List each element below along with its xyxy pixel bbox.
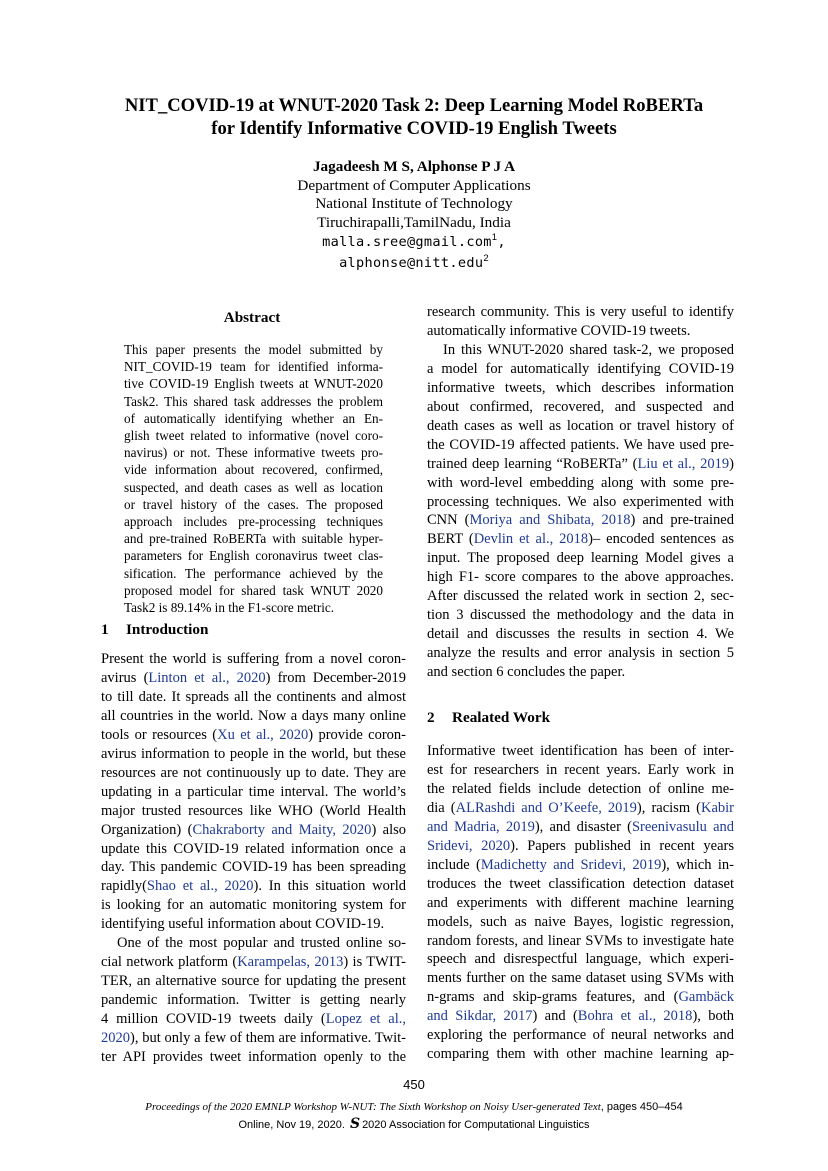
text-span: est for researchers in recent years. Early work in bbox=[427, 761, 734, 778]
text-span: n-grams and skip-grams features, and ( bbox=[427, 989, 679, 1006]
text-line bbox=[427, 913, 734, 932]
text-line bbox=[427, 663, 734, 682]
text-span: the related fields include detection of online me- bbox=[427, 780, 734, 797]
text-span: ), racism ( bbox=[636, 799, 701, 816]
text-line bbox=[427, 932, 734, 951]
text-span: models, such as naive Bayes, logistic regression, bbox=[427, 913, 734, 930]
text-span: include ( bbox=[427, 856, 481, 873]
text-span: BERT ( bbox=[427, 531, 474, 548]
text-span: research community. This is very useful to identify bbox=[427, 304, 734, 320]
citation-link[interactable]: and Sikdar, 2017 bbox=[427, 1008, 533, 1025]
text-line bbox=[427, 322, 734, 341]
section-1-number: 1 bbox=[101, 621, 109, 638]
text-line bbox=[427, 530, 734, 549]
text-span: ), and disaster ( bbox=[534, 818, 632, 835]
text-span: random forests, and linear SVMs to investigate hate bbox=[427, 932, 734, 949]
citation-link[interactable]: Madichetty and Sridevi, 2019 bbox=[480, 856, 662, 873]
citation-link[interactable]: 2020 bbox=[101, 1030, 130, 1047]
text-span: tools or resources ( bbox=[101, 726, 218, 743]
text-line bbox=[427, 587, 734, 606]
author-block bbox=[160, 158, 668, 273]
text-span: processing techniques. We also experimented with bbox=[427, 493, 734, 510]
text-span: with word-level embedding along with some pre- bbox=[427, 474, 734, 491]
text-line bbox=[101, 802, 406, 821]
text-span: One of the most popular and trusted online so- bbox=[117, 935, 406, 952]
text-line bbox=[101, 726, 406, 745]
author-email-2[interactable]: alphonse@nitt.edu bbox=[339, 254, 484, 271]
text-line bbox=[101, 707, 406, 726]
text-span: updating in a particular time interval. The world’s bbox=[101, 783, 406, 800]
text-line bbox=[101, 783, 406, 802]
text-span: ter API provides tweet information openly to the bbox=[101, 1049, 406, 1066]
text-line bbox=[427, 780, 734, 799]
text-line bbox=[427, 398, 734, 417]
title-line-2: for Identify Informative COVID-19 English Tweets bbox=[211, 118, 617, 139]
text-line bbox=[101, 840, 406, 859]
text-span: After discussed the related work in section 2, sec- bbox=[427, 588, 734, 605]
text-span: ) is TWIT- bbox=[343, 954, 407, 971]
abstract-line: navirus) or not. These informative tweets pro- bbox=[124, 445, 383, 461]
text-line bbox=[427, 1007, 734, 1026]
text-line bbox=[427, 875, 734, 894]
citation-link[interactable]: Shao et al., 2020 bbox=[146, 878, 254, 895]
abstract-line: This paper presents the model submitted by bbox=[124, 342, 383, 357]
email-2-marker: 2 bbox=[483, 252, 489, 264]
citation-link[interactable]: Lopez et al., bbox=[325, 1011, 406, 1028]
text-span: ) and pre-trained bbox=[630, 512, 734, 529]
section-1-heading bbox=[101, 620, 208, 639]
text-span: exploring the performance of neural networks and bbox=[427, 1027, 734, 1044]
abstract-line: approach includes pre-processing techniques bbox=[124, 514, 383, 530]
text-line bbox=[427, 625, 734, 644]
text-span: day. This pandemic COVID-19 has been spreading bbox=[101, 859, 406, 876]
citation-link[interactable]: Karampelas, 2013 bbox=[237, 954, 344, 971]
citation-link[interactable]: Bohra et al., 2018 bbox=[577, 1008, 693, 1025]
text-span: TER, an alternative source for updating the present bbox=[101, 973, 406, 990]
text-span: ) bbox=[729, 455, 734, 472]
text-line bbox=[101, 1029, 406, 1048]
text-line bbox=[427, 1045, 734, 1064]
text-line bbox=[101, 953, 406, 972]
email-1-marker: 1 bbox=[491, 232, 498, 244]
text-line bbox=[101, 669, 406, 688]
text-span: resources are not continuously up to date. They are bbox=[101, 764, 406, 781]
text-line bbox=[427, 511, 734, 530]
citation-link[interactable]: Xu et al., 2020 bbox=[217, 726, 309, 743]
text-line bbox=[427, 950, 734, 969]
citation-link[interactable]: Moriya and Shibata, 2018 bbox=[469, 512, 631, 529]
text-span: comparing them with other machine learning ap- bbox=[427, 1046, 734, 1063]
text-span: ) and ( bbox=[532, 1008, 578, 1025]
text-line bbox=[101, 858, 406, 877]
text-span: speech and disrespectful language, which experi- bbox=[427, 951, 734, 968]
text-span: ) from December-2019 bbox=[265, 669, 407, 686]
citation-link[interactable]: Sridevi, 2020 bbox=[427, 837, 511, 854]
text-span: all countries in the world. Now a days many online bbox=[101, 707, 406, 724]
text-span: and experiments with different machine learning bbox=[427, 894, 734, 911]
citation-link[interactable]: and Madria, 2019 bbox=[427, 818, 535, 835]
citation-link[interactable]: Linton et al., 2020 bbox=[148, 669, 266, 686]
text-span: trained deep learning “RoBERTa” ( bbox=[427, 455, 638, 472]
citation-link[interactable]: Chakraborty and Maity, 2020 bbox=[192, 821, 372, 838]
text-span: a model for automatically identifying COVID-19 bbox=[427, 360, 734, 377]
author-email-1-line bbox=[160, 232, 668, 253]
text-line bbox=[427, 856, 734, 875]
text-span: rapidly( bbox=[101, 878, 147, 895]
text-line bbox=[427, 455, 734, 474]
author-email-2-line bbox=[160, 253, 668, 274]
text-line bbox=[101, 1048, 406, 1067]
text-line bbox=[427, 379, 734, 398]
text-span: about confirmed, recovered, and suspected and bbox=[427, 398, 734, 415]
email-1-comma: , bbox=[497, 234, 506, 251]
author-department: Department of Computer Applications bbox=[297, 176, 531, 194]
text-span: In this WNUT-2020 shared task-2, we proposed bbox=[443, 341, 734, 358]
right-column-continuation bbox=[427, 303, 734, 682]
author-names: Jagadeesh M S, Alphonse P J A bbox=[312, 158, 516, 175]
text-span: ments further on the same dataset using SVMs with bbox=[427, 970, 734, 987]
text-line bbox=[101, 650, 406, 669]
text-line bbox=[101, 915, 406, 934]
text-span: tion 3 discussed the methodology and the data in bbox=[427, 607, 734, 624]
footer-proceedings-line bbox=[60, 1099, 768, 1116]
text-line bbox=[427, 417, 734, 436]
text-line bbox=[427, 549, 734, 568]
text-line bbox=[427, 894, 734, 913]
text-span: major trusted resources like WHO (World Health bbox=[101, 802, 406, 819]
text-span: identifying useful information about COVID-19. bbox=[101, 916, 385, 933]
citation-link[interactable]: Devlin et al., 2018 bbox=[473, 531, 589, 548]
text-line bbox=[427, 988, 734, 1007]
text-span: ) provide coron- bbox=[308, 726, 406, 743]
text-span: dia ( bbox=[427, 799, 456, 816]
abstract-line: sification. The performance achieved by the bbox=[124, 565, 383, 581]
text-span: the COVID-19 affected patients. We have used pre- bbox=[427, 436, 734, 453]
text-line bbox=[427, 1026, 734, 1045]
text-span: pandemic information. Twitter is getting nearly bbox=[101, 992, 406, 1009]
section-2-heading bbox=[427, 708, 550, 727]
section-2-number: 2 bbox=[427, 709, 435, 726]
text-line bbox=[101, 877, 406, 896]
text-span: ). Papers published in recent years bbox=[510, 837, 734, 854]
citation-link[interactable]: Liu et al., 2019 bbox=[637, 455, 730, 472]
text-span: troduces the tweet classification detection dataset bbox=[427, 875, 734, 892]
author-location: Tiruchirapalli,TamilNadu, India bbox=[317, 213, 511, 231]
abstract-line: Task2. This shared task addresses the problem bbox=[124, 393, 383, 409]
abstract-line: Task2 is 89.14% in the F1-score metric. bbox=[124, 600, 335, 616]
text-line bbox=[101, 1010, 406, 1029]
text-span: 4 million COVID-19 tweets daily ( bbox=[101, 1011, 326, 1028]
abstract-line: NIT_COVID-19 team for identified informa- bbox=[124, 359, 383, 375]
text-span: CNN ( bbox=[427, 512, 470, 529]
text-line bbox=[427, 303, 734, 322]
text-span: Present the world is suffering from a novel coron- bbox=[101, 651, 406, 667]
text-span: avirus information to people in the world, but these bbox=[101, 745, 406, 762]
text-line bbox=[427, 644, 734, 663]
footer-pages: , pages 450–454 bbox=[600, 1101, 683, 1113]
text-span: informative tweets, which describes information bbox=[427, 379, 734, 396]
text-line bbox=[427, 436, 734, 455]
text-line bbox=[101, 745, 406, 764]
text-line bbox=[427, 742, 734, 761]
author-email-1[interactable]: malla.sree@gmail.com bbox=[322, 234, 492, 251]
text-span: to till date. It spreads all the continents and almost bbox=[101, 688, 406, 705]
abstract-line: and pre-trained RoBERTa with suitable hyper- bbox=[124, 531, 383, 547]
abstract-line: or travel history of the cases. The proposed bbox=[124, 496, 383, 512]
text-line bbox=[101, 688, 406, 707]
text-span: cial network platform ( bbox=[101, 954, 238, 971]
text-line bbox=[427, 969, 734, 988]
text-span: )– encoded sentences as bbox=[588, 531, 734, 548]
text-span: ) also bbox=[371, 821, 407, 838]
text-line bbox=[427, 341, 734, 360]
text-span: ), which in- bbox=[661, 856, 734, 873]
section-1-title: Introduction bbox=[126, 621, 209, 638]
text-line bbox=[427, 474, 734, 493]
text-span: automatically informative COVID-19 tweets. bbox=[427, 322, 691, 339]
abstract-line: tive COVID-19 English tweets at WNUT-2020 bbox=[124, 376, 383, 392]
abstract-line: parameters for English coronavirus tweet clas- bbox=[124, 548, 383, 564]
text-line bbox=[427, 360, 734, 379]
text-span: update this COVID-19 related information once a bbox=[101, 840, 406, 857]
text-span: input. The proposed deep learning Model gives a bbox=[427, 550, 734, 567]
text-line bbox=[101, 991, 406, 1010]
text-span: analyze the results and error analysis in section 5 bbox=[427, 645, 734, 662]
abstract-heading: Abstract bbox=[223, 309, 281, 326]
footer-copyright: 2020 Association for Computational Linguistics bbox=[362, 1118, 590, 1131]
text-line bbox=[101, 934, 406, 953]
text-line bbox=[427, 799, 734, 818]
citation-link[interactable]: Gambäck bbox=[678, 989, 734, 1006]
section-2-title: Realated Work bbox=[452, 709, 551, 726]
text-span: avirus ( bbox=[101, 669, 149, 686]
text-line bbox=[427, 606, 734, 625]
text-line bbox=[427, 568, 734, 587]
text-span: death cases as well as location or travel history of bbox=[427, 417, 734, 434]
copyright-icon: S bbox=[349, 1115, 361, 1132]
footer-copyright-line bbox=[60, 1116, 768, 1134]
text-span: Informative tweet identification has been of inter- bbox=[427, 743, 734, 759]
text-line bbox=[101, 764, 406, 783]
text-line bbox=[427, 818, 734, 837]
abstract-line: glish tweet related to informative (novel coro- bbox=[124, 428, 383, 444]
footer-date: Online, Nov 19, 2020. bbox=[238, 1118, 345, 1131]
text-line bbox=[427, 761, 734, 780]
abstract-line: proposed model for shared task WNUT 2020 bbox=[124, 582, 383, 598]
author-institute: National Institute of Technology bbox=[315, 195, 513, 213]
text-span: ), but only a few of them are informative. Twit- bbox=[130, 1030, 406, 1047]
paper-title bbox=[60, 94, 768, 140]
abstract-line: vide information about recovered, confirmed, bbox=[124, 462, 383, 478]
abstract-line: of automatically identifying whether an En- bbox=[124, 410, 383, 426]
page-number: 450 bbox=[403, 1077, 425, 1092]
title-line-1: NIT_COVID-19 at WNUT-2020 Task 2: Deep Learning Model RoBERTa bbox=[124, 95, 704, 116]
text-span: detail and discusses the results in section 4. We bbox=[427, 626, 734, 643]
related-work-body bbox=[427, 742, 734, 1064]
abstract-body bbox=[124, 341, 383, 616]
text-span: ), both bbox=[692, 1008, 735, 1025]
footer-proceedings: Proceedings of the 2020 EMNLP Workshop W-NUT: The Sixth Workshop on Noisy User-generated Text bbox=[145, 1101, 601, 1113]
text-span: high F1- score compares to the above approaches. bbox=[427, 569, 734, 586]
citation-link[interactable]: ALRashdi and O’Keefe, 2019 bbox=[455, 799, 637, 816]
abstract-line: suspected, and death cases as well as location bbox=[124, 479, 383, 495]
citation-link[interactable]: Kabir bbox=[701, 799, 735, 816]
text-line bbox=[427, 837, 734, 856]
text-span: ). In this situation world bbox=[253, 878, 406, 895]
citation-link[interactable]: Sreenivasulu and bbox=[631, 818, 735, 835]
text-span: is looking for an automatic monitoring system for bbox=[101, 897, 406, 914]
text-line bbox=[101, 972, 406, 991]
text-span: and section 6 concludes the paper. bbox=[427, 664, 626, 681]
text-line bbox=[101, 896, 406, 915]
page-footer bbox=[60, 1099, 768, 1133]
introduction-body bbox=[101, 650, 406, 1067]
text-line bbox=[427, 493, 734, 512]
text-line bbox=[101, 821, 406, 840]
text-span: Organization) ( bbox=[101, 821, 193, 838]
